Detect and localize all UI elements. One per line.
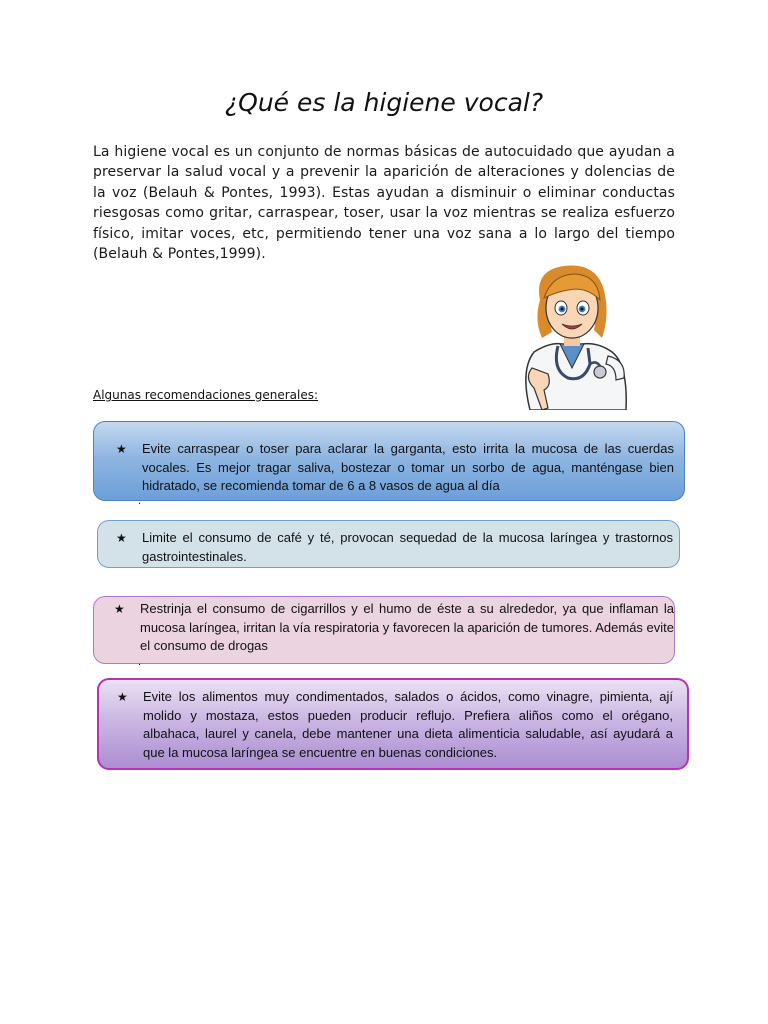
- recommendation-card: [97, 678, 689, 770]
- intro-paragraph: La higiene vocal es un conjunto de normas básicas de autocuidado que ayudan a preservar la salud vocal y a prevenir la aparición de alteraciones y dolencias de la voz (Belauh & Pontes, 1993). Estas ayudan a disminuir o eliminar conductas riesgosas como gritar, carraspear, toser, usar la voz mientras se realiza esfuerzo físico, imitar voces, etc, permitiendo tener una voz sana a lo largo del tiempo (Belauh & Pontes,1999).: [93, 144, 675, 263]
- recommendation-card: [97, 520, 680, 568]
- recommendation-card: [93, 421, 685, 507]
- star-bullet-icon: ★: [116, 442, 127, 456]
- recommendation-text: Restrinja el consumo de cigarrillos y el humo de éste a su alrededor, ya que inflaman la mucosa laríngea, irritan la vía respiratoria y favorecen la aparición de tumores. Además evite el consumo de drogas: [140, 601, 674, 653]
- star-bullet-icon: ★: [117, 690, 128, 704]
- section-subheading: Algunas recomendaciones generales:: [93, 388, 319, 402]
- recommendation-text: Evite carraspear o toser para aclarar la garganta, esto irrita la mucosa de las cuerdas vocales. Es mejor tragar saliva, bostezar o tomar un sorbo de agua, manténgase bien hidratado, se recomienda tomar de 6 a 8 vasos de agua al día: [142, 441, 674, 493]
- recommendation-card: [93, 596, 675, 668]
- recommendation-text: Limite el consumo de café y té, provocan sequedad de la mucosa laríngea y trastornos gastrointestinales.: [142, 530, 673, 564]
- doctor-illustration: [512, 260, 636, 410]
- stray-period-mark: .: [138, 495, 142, 507]
- star-bullet-icon: ★: [114, 602, 125, 616]
- recommendation-text: Evite los alimentos muy condimentados, salados o ácidos, como vinagre, pimienta, ají molido y mostaza, estos pueden producir reflujo. Prefiera aliños como el orégano, albahaca, laurel y canela, debe mantener una dieta alimenticia saludable, así ayudará a que la mucosa laríngea se encuentre en buenas condiciones.: [143, 689, 673, 760]
- page-title: ¿Qué es la higiene vocal?: [224, 88, 544, 117]
- stray-period-mark: .: [138, 656, 142, 668]
- star-bullet-icon: ★: [116, 531, 127, 545]
